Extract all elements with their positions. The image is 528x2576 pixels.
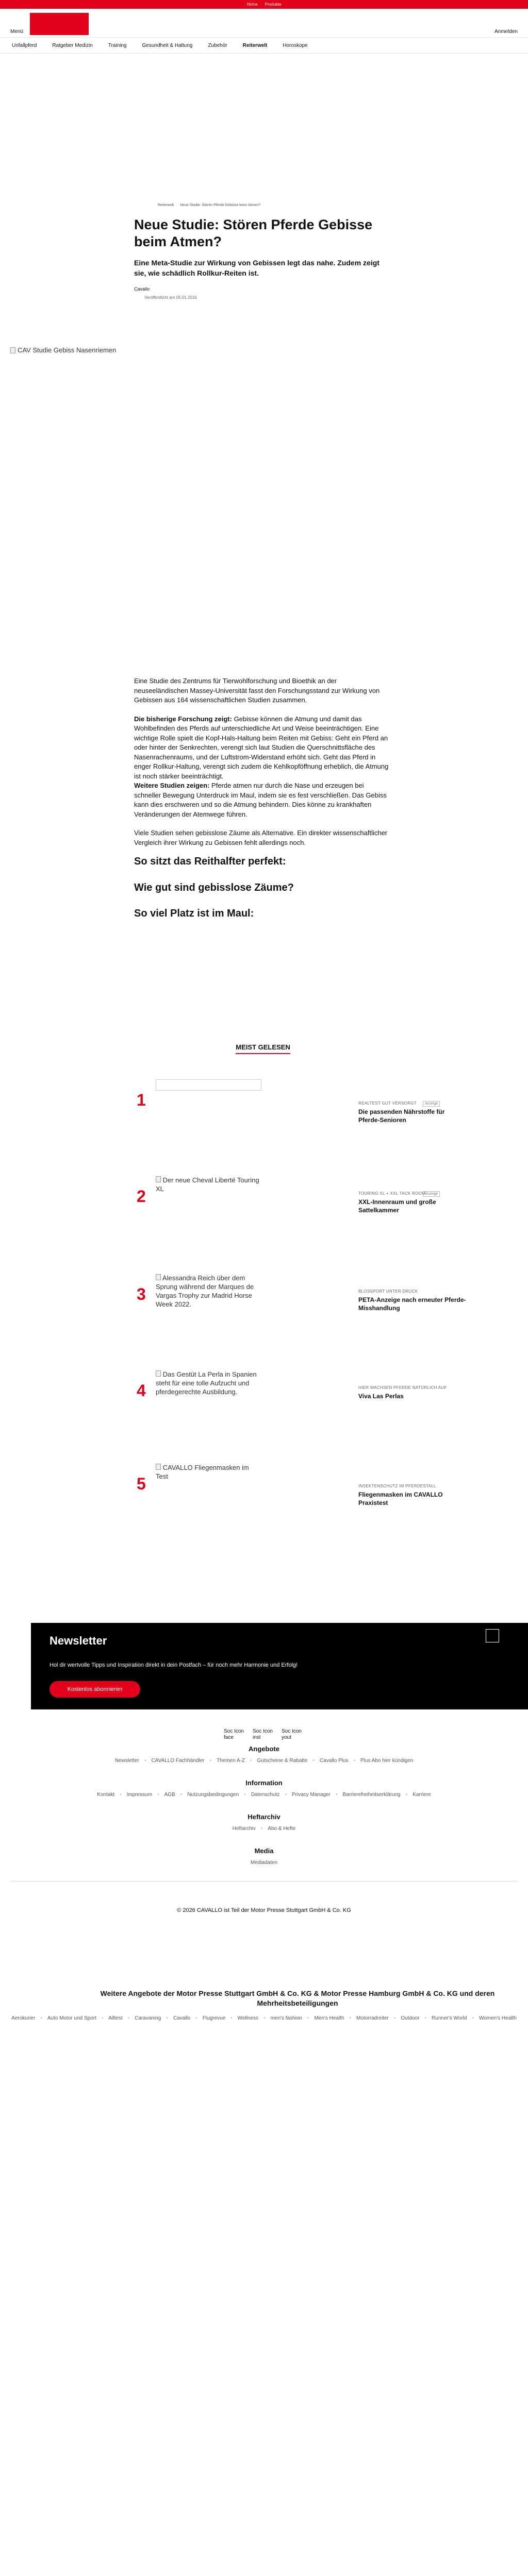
footer-heading-info: Information <box>245 1779 283 1787</box>
item-headline[interactable]: Viva Las Perlas <box>358 1393 404 1400</box>
section-heading: Wie gut sind gebisslose Zäume? <box>134 882 294 893</box>
footer-link[interactable]: CAVALLO Fachhändler <box>151 1758 205 1764</box>
footer-links-info: Kontakt • Impressum • AGB • Nutzungsbedingungen • Datenschutz • Privacy Manager • Barrierefreiheitserklärung • Karriere <box>97 1792 431 1798</box>
most-read-item[interactable] <box>134 1274 469 1366</box>
item-category: BLOSSPORT UNTER DRUCK <box>358 1289 418 1294</box>
rank-number: 2 <box>137 1187 146 1206</box>
footer-links-angebote: Newsletter • CAVALLO Fachhändler • Themen A-Z • Gutscheine & Rabatte • Cavallo Plus • Plus Abo hier kündigen <box>114 1758 414 1764</box>
footer-link[interactable]: Karriere <box>412 1792 431 1798</box>
rank-number: 1 <box>137 1091 146 1109</box>
broken-image-icon <box>10 347 15 353</box>
most-read-image[interactable]: Der neue Cheval Liberté Touring XL <box>156 1176 259 1193</box>
broken-image-icon <box>156 1370 161 1377</box>
topbar-link-products[interactable]: Produkte <box>265 2 282 7</box>
nav-item-reiterwelt[interactable]: Reiterwelt <box>242 42 268 48</box>
footer-divider <box>10 1881 518 1882</box>
nav-item-horoskope[interactable]: Horoskope <box>283 42 308 48</box>
footer-heading-heftarchiv: Heftarchiv <box>248 1813 280 1821</box>
brand-link[interactable]: Wellness <box>237 2015 259 2021</box>
article-author[interactable]: Cavallo <box>134 286 150 292</box>
nav-item-zubehoer[interactable]: Zubehör <box>208 42 227 48</box>
nav-item-unfallpferd[interactable]: Unfallpferd <box>12 42 37 48</box>
footer-link[interactable]: Nutzungsbedingungen <box>187 1792 239 1798</box>
brand-link[interactable]: Men's Health <box>314 2015 344 2021</box>
footer-link[interactable]: Barrierefreiheitserklärung <box>342 1792 401 1798</box>
most-read-image[interactable]: Das Gestüt La Perla in Spanien steht für eine tolle Aufzucht und pferdegerechte Ausbildung. <box>156 1370 257 1396</box>
instagram-icon[interactable]: Soc Icon inst <box>253 1728 273 1740</box>
footer-link[interactable]: Impressum <box>126 1792 153 1798</box>
item-category: INSEKTENSCHUTZ IM PFERDESTALL <box>358 1484 436 1488</box>
page-title: Neue Studie: Stören Pferde Gebisse beim Atmen? <box>134 217 373 249</box>
article-teaser: Eine Meta-Studie zur Wirkung von Gebissen legt das nahe. Zudem zeigt sie, wie schädlich Rollkur-Reiten ist. <box>134 259 380 277</box>
item-headline[interactable]: XXL-Innenraum und große Sattelkammer <box>358 1198 436 1214</box>
breadcrumb-current: Neue Studie: Stören Pferde Gebisse beim Atmen? <box>180 204 261 207</box>
menu-button[interactable]: Menü <box>10 29 24 35</box>
broken-image-icon <box>156 1464 161 1470</box>
most-read-item[interactable] <box>134 1176 469 1268</box>
footer-link[interactable]: AGB <box>164 1792 175 1798</box>
brand-link[interactable]: Aerokurier <box>11 2015 36 2021</box>
paragraph: Eine Studie des Zentrums für Tierwohlforschung und Bioethik an der neuseeländischen Massey-Universität fasst den Forschungsstand zur Wirkung von Gebissen aus 164 wissenschaftlichen Studien zusammen. <box>134 677 380 704</box>
nav-item-training[interactable]: Training <box>108 42 127 48</box>
site-logo[interactable] <box>30 13 89 35</box>
footer-link[interactable]: Datenschutz <box>251 1792 280 1798</box>
brand-link[interactable]: Cavallo <box>173 2015 191 2021</box>
paragraph: Viele Studien sehen gebisslose Zäume als Alternative. Ein direkter wissenschaftlicher Vergleich ihrer Wirkung zu Gebissen fehlt allerdings noch. <box>134 829 388 846</box>
facebook-icon[interactable]: Soc Icon face <box>224 1728 244 1740</box>
section-heading: So sitzt das Reithalfter perfekt: <box>134 856 286 867</box>
item-headline[interactable]: Die passenden Nährstoffe für Pferde-Senioren <box>358 1108 445 1124</box>
newsletter-banner <box>31 1623 528 1709</box>
brand-link[interactable]: Auto Motor und Sport <box>47 2015 96 2021</box>
footer-link[interactable]: Cavallo Plus <box>319 1758 349 1764</box>
site-footer <box>10 1728 518 1913</box>
paragraph: Die bisherige Forschung zeigt: Gebisse können die Atmung und damit das Wohlbefinden des Pferds auf unterschiedliche Art und Weise beeinträchtigen. Eine wichtige Rolle spielt die Kopf-Hals-Haltung beim Reiten mit Gebiss: Geht ein Pferd an oder hinter der Senkrechten, verengt sich laut Studien die Querschnittsfläche des Nasenrachenraums, und der Luftstrom-Widerstand erhöht sich. Geht das Pferd in enger Rollkur-Haltung, verengt sich zudem die Kehlkopföffnung erheblich, die Atmung ist noch stärker beeinträchtigt. <box>134 715 389 780</box>
footer-link[interactable]: Newsletter <box>114 1758 139 1764</box>
site-header <box>0 9 528 38</box>
footer-link[interactable]: Heftarchiv <box>232 1826 256 1832</box>
broken-image-icon <box>156 1176 161 1182</box>
most-read-image[interactable]: CAVALLO Fliegenmasken im Test <box>156 1464 249 1480</box>
top-bar <box>0 0 528 9</box>
brand-link[interactable]: Runner's World <box>432 2015 467 2021</box>
newsletter-title: Newsletter <box>50 1634 107 1647</box>
nav-item-ratgeber[interactable]: Ratgeber Medizin <box>52 42 93 48</box>
brand-link[interactable]: Women's Health <box>478 2015 517 2021</box>
topbar-link-home[interactable]: Home <box>246 2 258 7</box>
item-headline[interactable]: PETA-Anzeige nach erneuter Pferde-Misshandlung <box>358 1296 466 1312</box>
footer-link[interactable]: Themen A-Z <box>217 1758 245 1764</box>
breadcrumb <box>158 204 392 207</box>
footer-link[interactable]: Plus Abo hier kündigen <box>360 1758 414 1764</box>
more-offers <box>0 1989 528 2021</box>
brand-link[interactable]: Caravaning <box>135 2015 161 2021</box>
ad-badge: Anzeige <box>423 1191 440 1197</box>
close-icon[interactable] <box>486 1629 499 1642</box>
ad-space <box>0 57 528 196</box>
footer-links-media <box>10 1860 518 1866</box>
breadcrumb-item[interactable]: Reiterwelt <box>158 204 174 207</box>
rank-number: 5 <box>137 1475 146 1493</box>
most-read-image[interactable] <box>156 1079 261 1091</box>
article-body <box>134 676 392 935</box>
brand-link[interactable]: Motorradreiter <box>356 2015 389 2021</box>
most-read-section <box>134 1043 466 1506</box>
footer-heading-media: Media <box>254 1847 274 1855</box>
footer-link[interactable]: Kontakt <box>97 1792 115 1798</box>
brand-links: Aerokurier • Auto Motor und Sport • Alltest • Caravaning • Cavallo • Flugrevue • Wellness • men's fashion • Men's Health • Motorradreiter • Outdoor • Runner's World • Women's Health <box>11 2015 517 2021</box>
footer-link[interactable]: Abo & Hefte <box>268 1826 296 1832</box>
rank-number: 4 <box>137 1381 146 1400</box>
hero-image <box>10 346 518 671</box>
publish-date: Veröffentlicht am 05.01.2016 <box>144 295 197 300</box>
more-offers-title: Weitere Angebote der Motor Presse Stuttgart GmbH & Co. KG & Motor Presse Hamburg GmbH & Co. KG und deren Mehrheitsbeteiligungen <box>100 1989 495 2007</box>
footer-link[interactable]: Mediadaten <box>250 1860 278 1866</box>
ad-badge: Anzeige <box>423 1101 440 1107</box>
copyright: © 2026 CAVALLO ist Teil der Motor Presse Stuttgart GmbH & Co. KG <box>177 1907 351 1913</box>
main-nav <box>0 37 528 54</box>
login-button[interactable]: Anmelden <box>494 29 518 35</box>
article-header <box>134 204 392 300</box>
nav-item-gesundheit[interactable]: Gesundheit & Haltung <box>142 42 193 48</box>
most-read-item[interactable] <box>134 1463 469 1556</box>
item-category: REALTEST GUT VERSORGT <box>358 1101 417 1106</box>
section-heading: So viel Platz ist im Maul: <box>134 908 254 919</box>
most-read-title: MEIST GELESEN <box>134 1043 392 1051</box>
brand-link[interactable]: men's fashion <box>270 2015 302 2021</box>
footer-link[interactable]: Privacy Manager <box>291 1792 331 1798</box>
rank-number: 3 <box>137 1285 146 1303</box>
footer-link[interactable]: Gutscheine & Rabatte <box>257 1758 308 1764</box>
item-headline[interactable]: Fliegenmasken im CAVALLO Praxistest <box>358 1491 443 1506</box>
youtube-icon[interactable]: Soc Icon yout <box>282 1728 302 1740</box>
most-read-item[interactable] <box>134 1370 469 1463</box>
footer-links-heftarchiv: Heftarchiv • Abo & Hefte <box>232 1826 296 1832</box>
item-category: TOURING XL + XXL TACK ROOM <box>358 1191 426 1196</box>
brand-link[interactable]: Outdoor <box>401 2015 420 2021</box>
newsletter-text: Hol dir wertvolle Tipps und Inspiration direkt in dein Postfach – für noch mehr Harmonie und Erfolg! <box>50 1662 298 1668</box>
footer-heading-angebote: Angebote <box>249 1745 279 1753</box>
broken-image-icon <box>156 1274 161 1280</box>
most-read-item[interactable] <box>134 1079 469 1172</box>
brand-link[interactable]: Flugrevue <box>202 2015 226 2021</box>
most-read-image[interactable]: Alessandra Reich über dem Sprung während der Marques de Vargas Trophy zur Madrid Horse Week 2022. <box>156 1274 254 1308</box>
paragraph: Weitere Studien zeigen: Pferde atmen nur durch die Nase und erzeugen bei schneller Bewegung Unterdruck im Maul, indem sie es fest verschließen. Das Gebiss kann dies erschweren und so die Atmung behindern. Dies könne zu krankhaften Veränderungen der Atemwege führen. <box>134 782 387 818</box>
hero-image-alt: CAV Studie Gebiss Nasenriemen <box>18 346 117 354</box>
social-links <box>10 1728 518 1741</box>
brand-link[interactable]: Alltest <box>108 2015 123 2021</box>
item-category: HIER WACHSEN PFERDE NATÜRLICH AUF <box>358 1385 447 1390</box>
subscribe-button[interactable]: Kostenlos abonnieren <box>50 1681 140 1698</box>
